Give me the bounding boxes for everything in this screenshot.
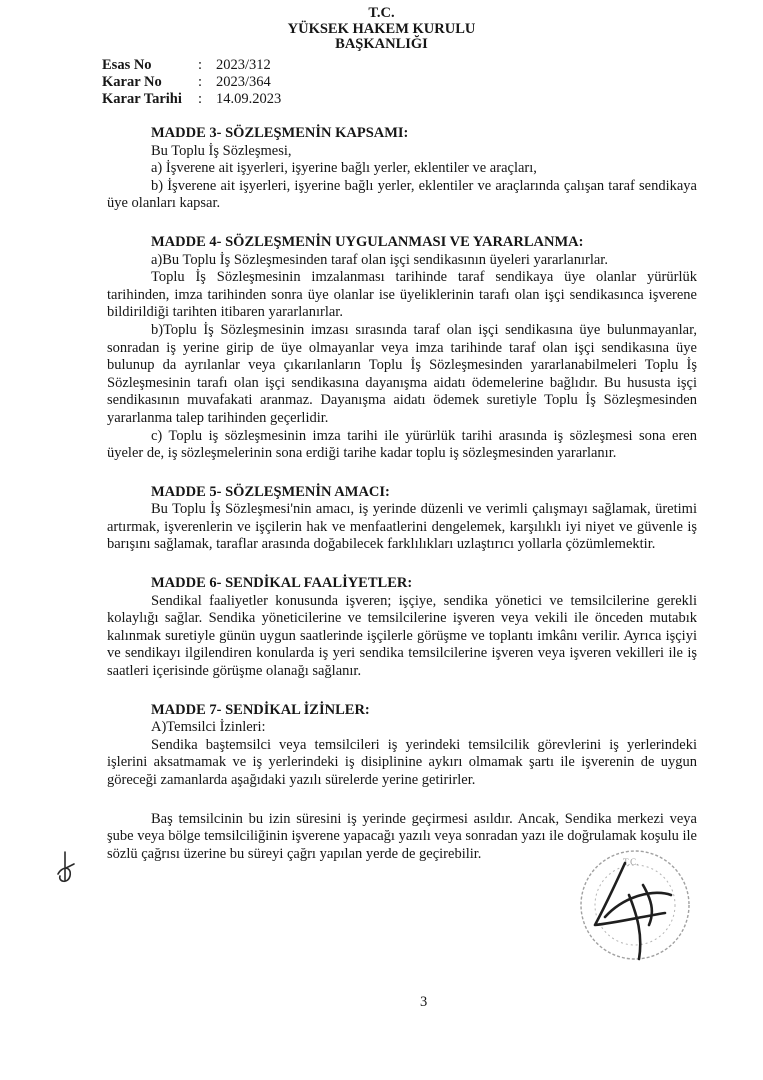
article-3-title: MADDE 3- SÖZLEŞMENİN KAPSAMI: <box>151 125 409 141</box>
article-5-title: MADDE 5- SÖZLEŞMENİN AMACI: <box>151 483 390 500</box>
article-3-item-a: a) İşverene ait işyerleri, işyerine bağlı yerler, eklentiler ve araçları, <box>151 160 537 177</box>
article-6-title: MADDE 6- SENDİKAL FAALİYETLER: <box>151 575 413 592</box>
page-number: 3 <box>420 994 428 1010</box>
article-6-para: Sendikal faaliyetler konusunda işveren; işçiye, sendika yönetici ve temsilcilerine gerekli kolaylığı sağlar. Sendika yöneticilerine ve temsilcilerine işveren veya vekili ile önceden mutabık kalınmak suretiyle günün uygun saatlerinde işçilerle görüşme ve toplantı imkânı verilir. Ayrıca işçiyi ve sendikayı ilgilendiren konularda iş yeri sendika temsilcilerine işveren veya işveren vekilleri ile iş saatleri içerisinde görüşme olanağı sağlanır. <box>107 592 697 680</box>
article-3-intro: Bu Toplu İş Sözleşmesi, <box>151 142 292 159</box>
meta-label: Karar Tarihi <box>102 91 182 107</box>
article-4-para-c: c) Toplu iş sözleşmesinin imza tarihi ile yürürlük tarihi arasında iş sözleşmesi sona eren üyeler de, iş sözleşmelerinin sona erdiği tarihe kadar toplu iş sözleşmesinden yararlanır. <box>107 427 697 462</box>
meta-value: 14.09.2023 <box>216 91 282 107</box>
meta-sep: : <box>198 91 203 107</box>
document-header <box>0 6 763 53</box>
article-7-subtitle: A)Temsilci İzinleri: <box>151 719 266 736</box>
document-body <box>107 125 697 863</box>
meta-label: Karar No <box>102 74 162 90</box>
meta-row-tarih <box>102 91 281 108</box>
header-presidency: BAŞKANLIĞI <box>335 36 428 52</box>
meta-sep: : <box>198 74 203 90</box>
article-4-para-b: b)Toplu İş Sözleşmesinin imzası sırasında taraf olan işçi sendikasına üye bulunmayanlar, sonradan iş yerine girip de üye olmayanlar veya imza tarihinde taraf olan işçi sendikasına üye bulunup da ayrılanlar veya çıkarılanların Toplu İş Sözleşmesinden yararlanabilmeleri Toplu İş Sözleşmesinin tarafı olan işçi sendikasına dayanışma aidatı ödemelerine bağlıdır. Bu hususta işçi sendikasının muvafakati aranmaz. Dayanışma aidatı ödemek suretiyle Toplu İş Sözleşmesinden yararlanma talep tarihinden geçerlidir. <box>107 321 697 426</box>
article-7-title: MADDE 7- SENDİKAL İZİNLER: <box>151 701 370 718</box>
meta-row-esas <box>102 57 281 74</box>
article-4-title: MADDE 4- SÖZLEŞMENİN UYGULANMASI VE YARARLANMA: <box>151 233 584 250</box>
header-institution: YÜKSEK HAKEM KURULU <box>287 20 476 37</box>
handwritten-signature-icon <box>585 855 680 965</box>
meta-value: 2023/364 <box>216 74 271 90</box>
header-tc: T.C. <box>368 5 395 21</box>
svg-text:T.C.: T.C. <box>623 857 639 867</box>
article-4-para-2: Toplu İş Sözleşmesinin imzalanması tarihinde taraf sendikaya üye olanlar yürürlük tarihinden, imza tarihinden sonra üye olanlar ise üyeliklerinin tarafı olan işçi sendikasınca işverene bildirildiği tarihten itibaren yararlanırlar. <box>107 269 697 321</box>
case-metadata <box>102 57 281 108</box>
article-7-para-2: Baş temsilcinin bu izin süresini iş yerinde geçirmesi asıldır. Ancak, Sendika merkezi veya şube veya bölge temsilciliğinin işverene yapacağı yazılı veya sonradan yazı ile doğrulamak koşulu ile sözlü çağrısı üzerine bu süreyi çağrı yapılan yerde de geçirebilir. <box>107 810 697 862</box>
handwritten-initial-icon <box>52 850 78 886</box>
meta-sep: : <box>198 57 203 73</box>
article-5-para: Bu Toplu İş Sözleşmesi'nin amacı, iş yerinde düzenli ve verimli çalışmayı sağlamak, üretimi artırmak, işverenlerin ve işçilerin hak ve menfaatlerini dengelemek, karşılıklı iyi niyet ve güvenle iş barışını sağlamak, taraflar arasında doğabilecek farklılıkları uzlaştırıcı yollarla çözümlemektir. <box>107 501 697 553</box>
article-3-item-b: b) İşverene ait işyerleri, işyerine bağlı yerler, eklentiler ve araçlarında çalışan taraf sendikaya üye olanları kapsar. <box>107 177 697 212</box>
article-4-para-a: a)Bu Toplu İş Sözleşmesinden taraf olan işçi sendikasının üyeleri yararlanırlar. <box>151 251 608 268</box>
meta-row-karar <box>102 74 281 91</box>
meta-value: 2023/312 <box>216 57 271 73</box>
meta-label: Esas No <box>102 57 152 73</box>
article-7-para-1: Sendika baştemsilci veya temsilcileri iş yerindeki temsilcilik görevlerini iş yerlerindeki işlerini aksatmamak ve iş yerlerindeki iş disiplinine aykırı olmamak şartı ile işverenin de uygun göreceği zamanlarda aşağıdaki yazılı sürelerde yerine getirirler. <box>107 736 697 788</box>
